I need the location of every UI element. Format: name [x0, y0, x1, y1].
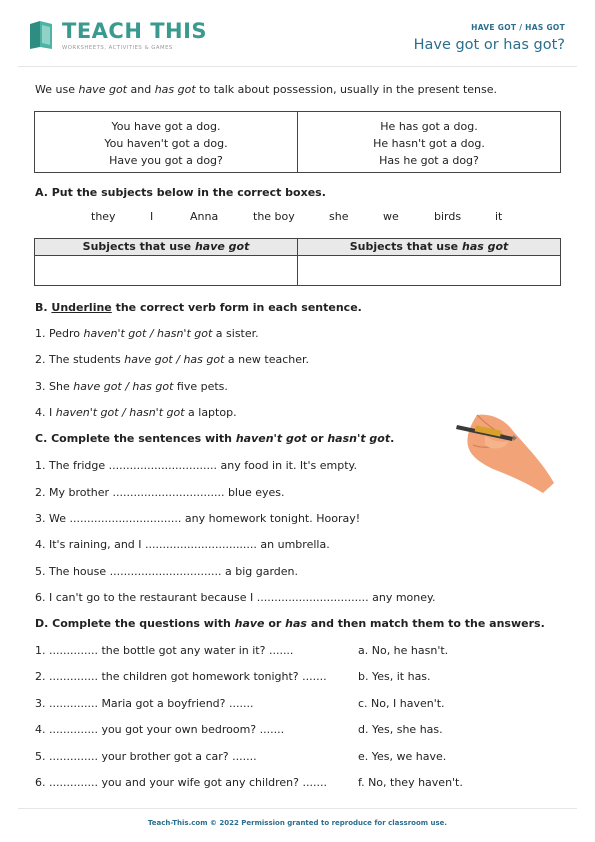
exercise-c-item[interactable]: 4. It's raining, and I ................................ an umbrella. — [35, 538, 330, 551]
hand-writing-icon — [455, 405, 560, 500]
exercise-d-answer: b. Yes, it has. — [358, 670, 431, 683]
exercise-d-question[interactable]: 1. .............. the bottle got any water in it? ....... — [35, 644, 294, 657]
section-b-heading: B. Underline the correct verb form in each sentence. — [35, 301, 362, 314]
word-bank-item: Anna — [190, 210, 219, 223]
footer-divider — [18, 808, 577, 809]
example-line: Has he got a dog? — [379, 154, 479, 167]
header-divider — [18, 66, 577, 67]
word-bank-item: the boy — [253, 210, 295, 223]
subjects-table — [34, 238, 561, 286]
examples-have-column — [35, 118, 297, 178]
exercise-d-question[interactable]: 4. .............. you got your own bedroom? ....... — [35, 723, 285, 736]
section-c-heading: C. Complete the sentences with haven't got or hasn't got. — [35, 432, 395, 445]
book-icon — [28, 20, 56, 50]
section-a-heading: A. Put the subjects below in the correct boxes. — [35, 186, 326, 199]
word-bank-item: it — [495, 210, 503, 223]
exercise-c-item[interactable]: 5. The house ................................ a big garden. — [35, 565, 299, 578]
word-bank-item: birds — [434, 210, 462, 223]
exercise-d-answer: f. No, they haven't. — [358, 776, 463, 789]
example-line: You haven't got a dog. — [104, 137, 228, 150]
exercise-b-item[interactable]: 4. I haven't got / hasn't got a laptop. — [35, 406, 237, 419]
word-bank-item: they — [91, 210, 116, 223]
exercise-d-answer: c. No, I haven't. — [358, 697, 445, 710]
example-line: You have got a dog. — [111, 120, 221, 133]
exercise-c-item[interactable]: 1. The fridge ............................... any food in it. It's empty. — [35, 459, 357, 472]
page-title: Have got or has got? — [413, 37, 565, 53]
exercise-d-answer: d. Yes, she has. — [358, 723, 443, 736]
examples-table — [34, 111, 561, 173]
exercise-d-question[interactable]: 6. .............. you and your wife got any children? ....... — [35, 776, 327, 789]
has-got-answer-box[interactable] — [298, 256, 560, 285]
header-subtitle: HAVE GOT / HAS GOT — [471, 23, 565, 32]
exercise-b-item[interactable]: 3. She have got / has got five pets. — [35, 380, 228, 393]
section-d-heading: D. Complete the questions with have or has and then match them to the answers. — [35, 617, 545, 630]
example-line: Have you got a dog? — [109, 154, 223, 167]
exercise-c-item[interactable]: 3. We ................................ any homework tonight. Hooray! — [35, 512, 361, 525]
logo-text: TEACH THIS — [62, 19, 208, 43]
example-line: He has got a dog. — [380, 120, 478, 133]
exercise-d-question[interactable]: 3. .............. Maria got a boyfriend? ....... — [35, 697, 254, 710]
exercise-c-item[interactable]: 2. My brother ................................ blue eyes. — [35, 486, 285, 499]
exercise-b-item[interactable]: 1. Pedro haven't got / hasn't got a sister. — [35, 327, 259, 340]
exercise-b-item[interactable]: 2. The students have got / has got a new teacher. — [35, 353, 310, 366]
exercise-d-answer: a. No, he hasn't. — [358, 644, 449, 657]
footer-copyright[interactable]: Teach-This.com © 2022 Permission granted to reproduce for classroom use. — [147, 819, 448, 827]
word-bank-item: I — [150, 210, 154, 223]
has-got-column-header: Subjects that use has got — [298, 239, 560, 256]
have-got-column-header: Subjects that use have got — [35, 239, 297, 256]
word-bank-item: we — [383, 210, 399, 223]
page-header — [0, 0, 595, 66]
intro-text: We use have got and has got to talk about possession, usually in the present tense. — [35, 83, 498, 96]
exercise-d-answer: e. Yes, we have. — [358, 750, 447, 763]
word-bank-item: she — [329, 210, 349, 223]
example-line: He hasn't got a dog. — [373, 137, 485, 150]
logo-tagline: WORKSHEETS, ACTIVITIES & GAMES — [62, 45, 173, 51]
exercise-d-question[interactable]: 5. .............. your brother got a car? ....... — [35, 750, 257, 763]
exercise-c-item[interactable]: 6. I can't go to the restaurant because I ................................ any money. — [35, 591, 436, 604]
examples-has-column — [298, 118, 560, 178]
exercise-d-question[interactable]: 2. .............. the children got homework tonight? ....... — [35, 670, 327, 683]
have-got-answer-box[interactable] — [35, 256, 297, 285]
